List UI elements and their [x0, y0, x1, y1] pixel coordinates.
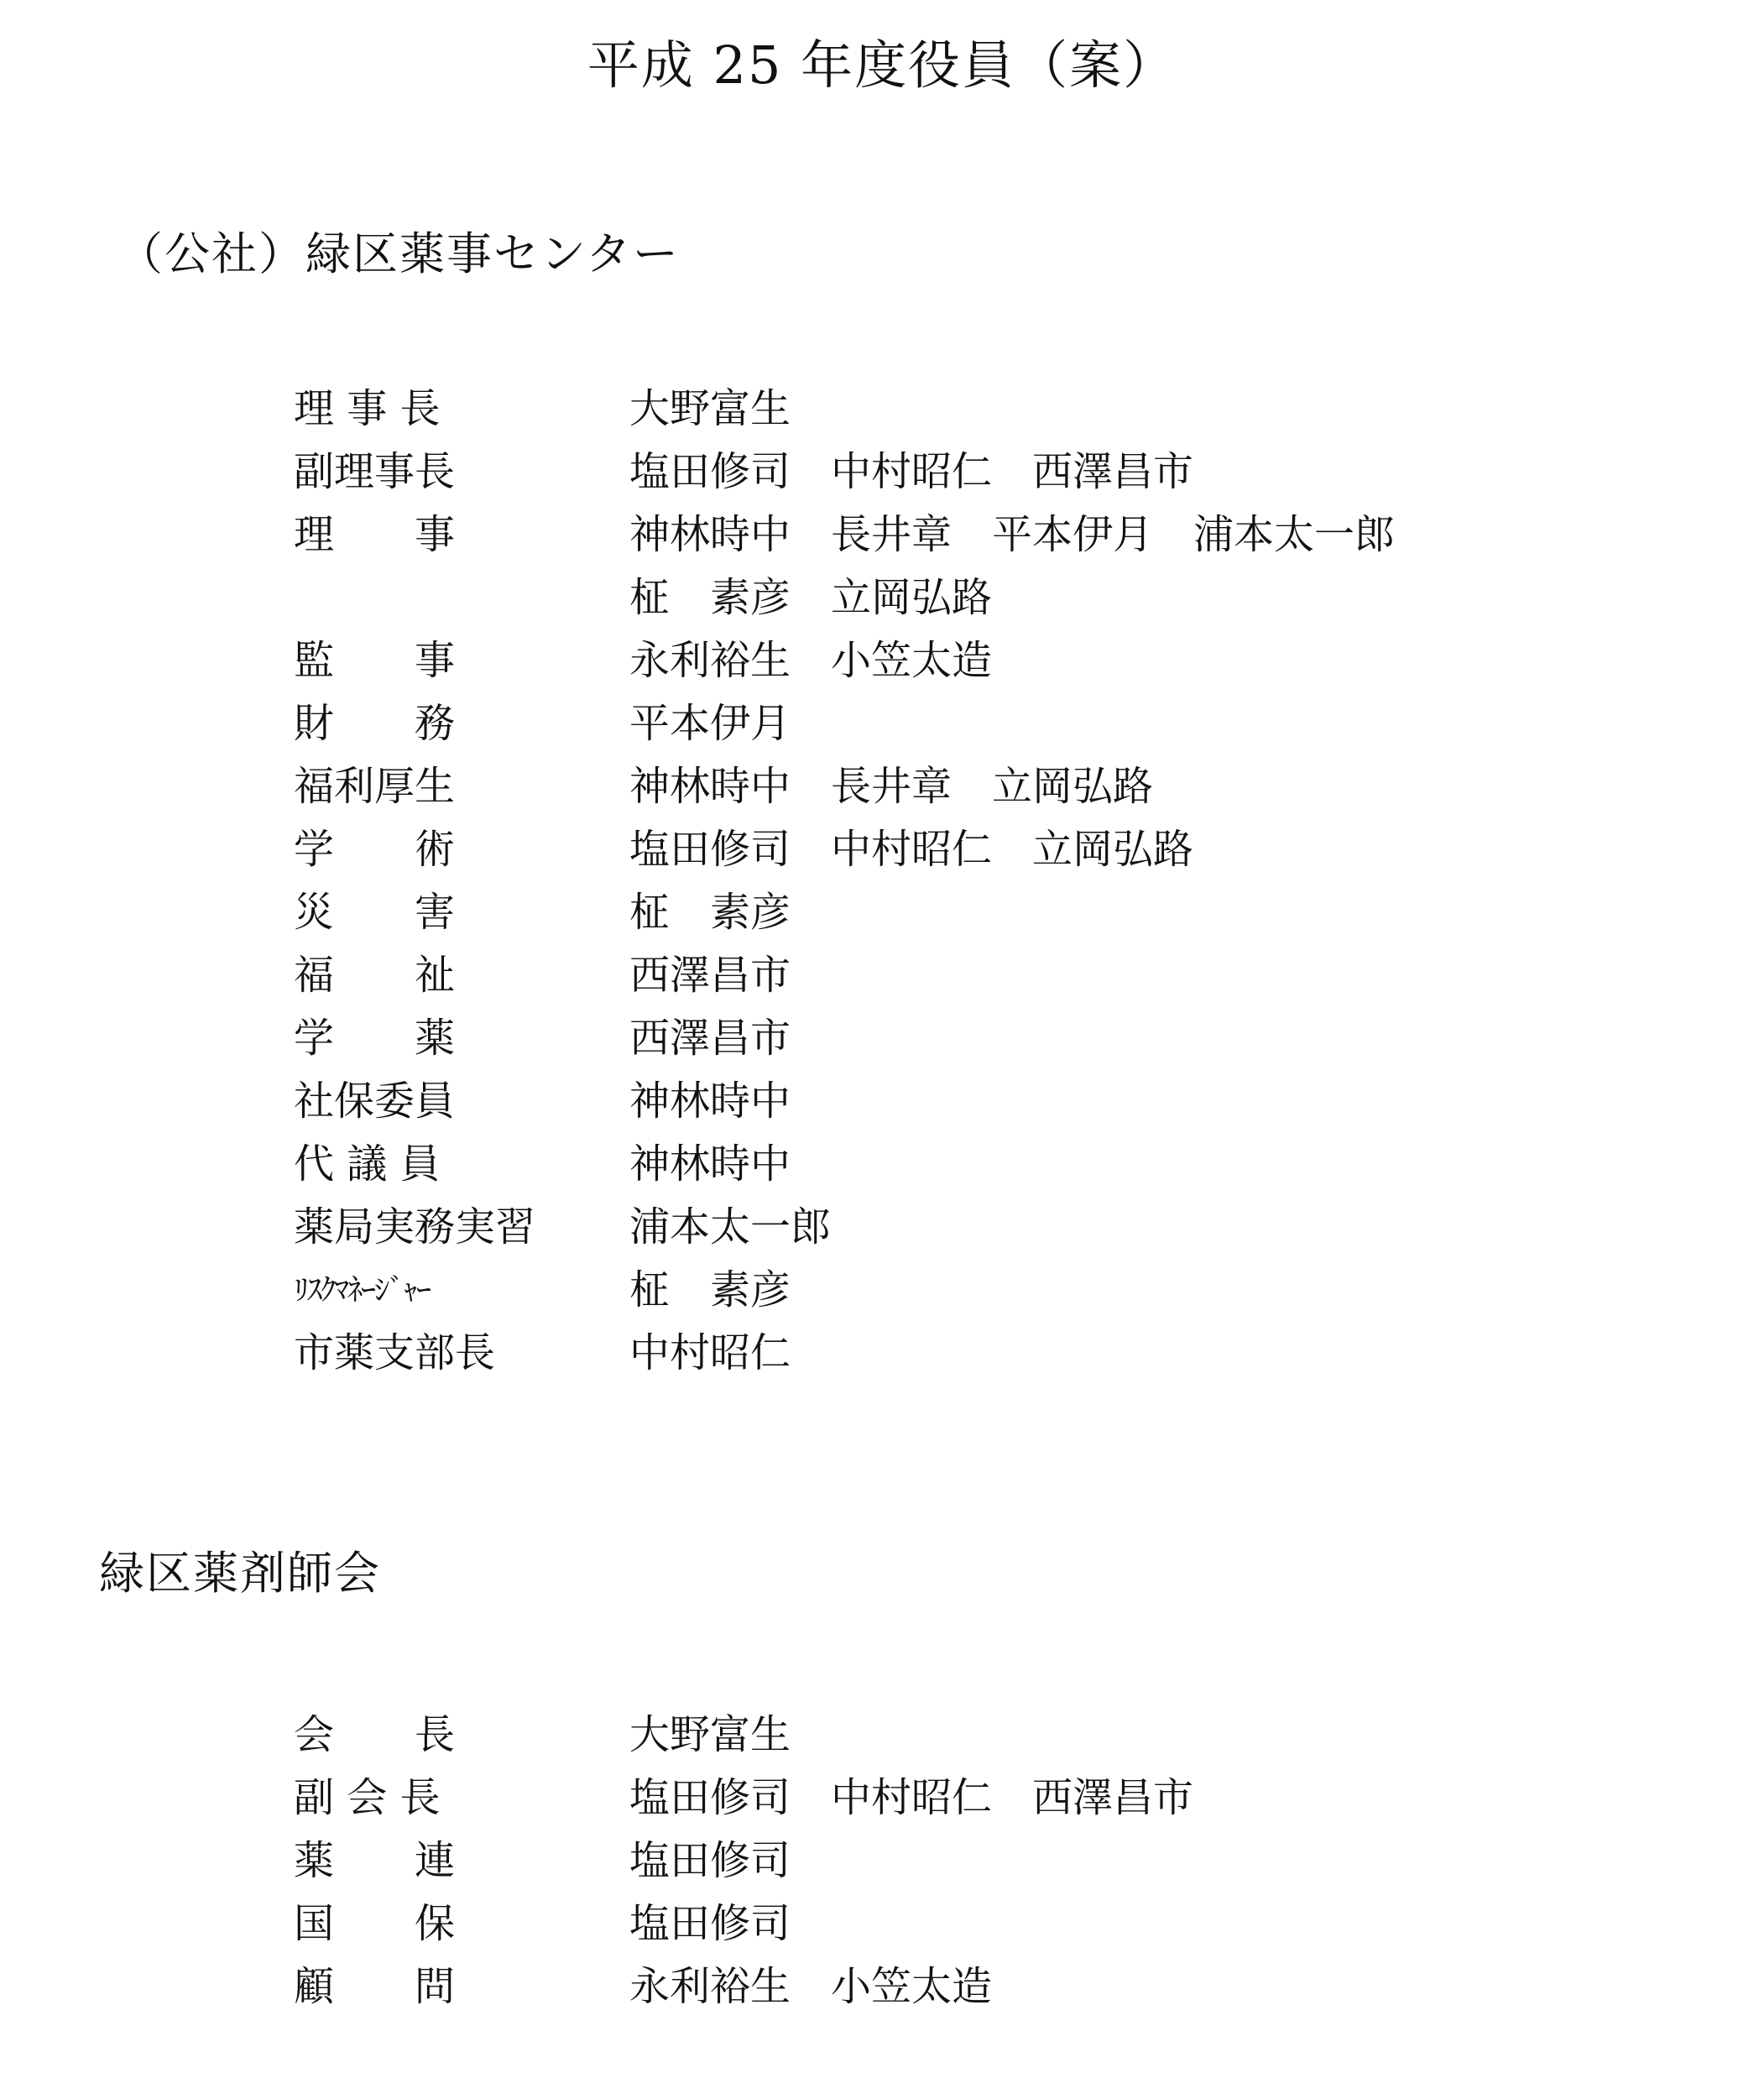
role-label: 副理事長 — [294, 448, 456, 495]
roster-row — [294, 1070, 1636, 1133]
roster-table — [294, 378, 1636, 1385]
role-label: 社保委員 — [294, 1078, 456, 1125]
roster-row — [294, 566, 1636, 629]
roster-row — [294, 944, 1636, 1007]
role-label: 理 事 — [294, 511, 456, 558]
roster-row — [294, 1704, 1636, 1767]
role-label: 学 薬 — [294, 1015, 456, 1062]
member-names: 永利裕生 小笠太造 — [629, 1963, 993, 2010]
roster-row — [294, 755, 1636, 818]
member-names: 平本伊月 — [629, 700, 791, 747]
roster-row — [294, 504, 1636, 566]
section-title: 緑区薬剤師会 — [99, 1547, 381, 1600]
role-label: 福利厚生 — [294, 763, 456, 810]
role-label: 顧 問 — [294, 1963, 456, 2010]
roster-table — [294, 1704, 1636, 2018]
role-label: ﾘｽｸﾏﾈｰｼﾞｬｰ — [294, 1273, 430, 1308]
roster-row — [294, 1259, 1636, 1322]
member-names: 塩田修司 中村昭仁 西澤昌市 — [629, 448, 1194, 495]
role-label: 会 長 — [294, 1711, 456, 1758]
roster-row — [294, 378, 1636, 441]
role-label: 福 祉 — [294, 952, 456, 999]
roster-row — [294, 1007, 1636, 1070]
member-names: 塩田修司 中村昭仁 西澤昌市 — [629, 1774, 1194, 1821]
member-names: 柾 素彦 — [629, 889, 791, 936]
member-names: 浦本太一郎 — [629, 1203, 832, 1250]
member-names: 大野富生 — [629, 1711, 791, 1758]
roster-row — [294, 692, 1636, 755]
member-names: 塩田修司 中村昭仁 立岡弘路 — [629, 826, 1194, 873]
role-label: 学 術 — [294, 826, 456, 873]
role-label: 市薬支部長 — [294, 1329, 496, 1376]
member-names: 神林時中 長井章 平本伊月 浦本太一郎 — [629, 511, 1396, 558]
role-label: 薬局実務実習 — [294, 1203, 536, 1250]
section-title: （公社）緑区薬事センター — [117, 227, 680, 280]
role-label: 副 会 長 — [294, 1774, 441, 1821]
role-label: 国 保 — [294, 1900, 456, 1947]
member-names: 柾 素彦 — [629, 1266, 791, 1313]
roster-row — [294, 1767, 1636, 1830]
role-label: 財 務 — [294, 700, 456, 747]
member-names: 中村昭仁 — [629, 1329, 791, 1376]
role-label: 代 議 員 — [294, 1141, 441, 1188]
roster-row — [294, 1196, 1636, 1259]
roster-row — [294, 441, 1636, 504]
roster-row — [294, 1893, 1636, 1955]
role-label: 災 害 — [294, 889, 456, 936]
page-title: 平成 25 年度役員（案） — [587, 34, 1177, 96]
member-names: 西澤昌市 — [629, 1015, 791, 1062]
roster-row — [294, 629, 1636, 692]
member-names: 神林時中 長井章 立岡弘路 — [629, 763, 1154, 810]
roster-row — [294, 881, 1636, 944]
roster-row — [294, 1830, 1636, 1893]
member-names: 塩田修司 — [629, 1837, 791, 1884]
roster-row — [294, 1955, 1636, 2018]
member-names: 西澤昌市 — [629, 952, 791, 999]
member-names: 塩田修司 — [629, 1900, 791, 1947]
roster-row — [294, 1133, 1636, 1196]
role-label: 理 事 長 — [294, 385, 441, 432]
roster-row — [294, 1322, 1636, 1385]
member-names: 永利裕生 小笠太造 — [629, 637, 993, 684]
role-label: 監 事 — [294, 637, 456, 684]
member-names: 柾 素彦 立岡弘路 — [629, 574, 993, 621]
role-label: 薬 連 — [294, 1837, 456, 1884]
roster-row — [294, 818, 1636, 881]
member-names: 神林時中 — [629, 1078, 791, 1125]
member-names: 大野富生 — [629, 385, 791, 432]
member-names: 神林時中 — [629, 1141, 791, 1188]
